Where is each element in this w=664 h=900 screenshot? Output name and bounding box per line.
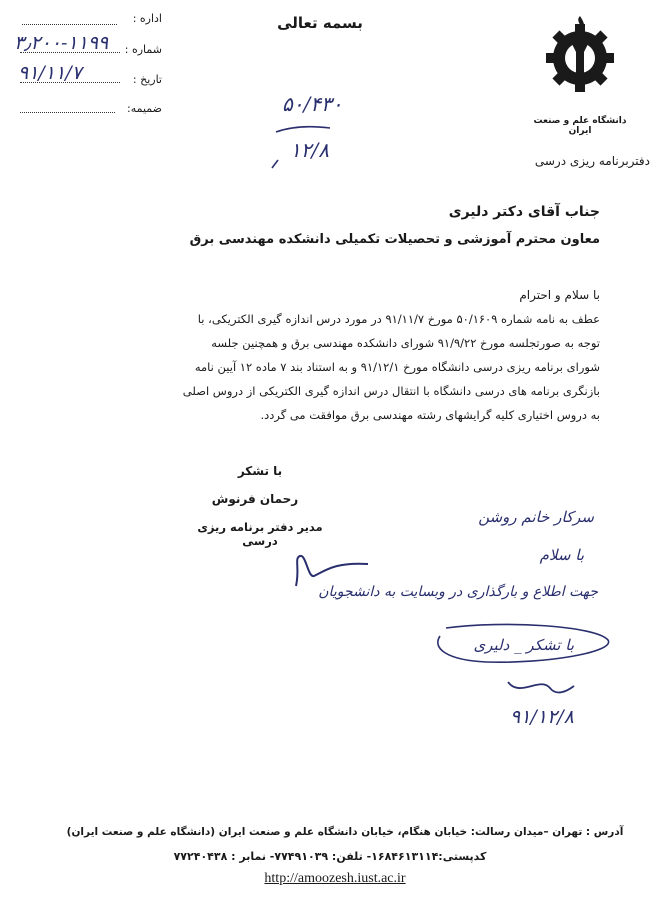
handwritten-strokes	[268, 110, 338, 170]
handwritten-note-line4: با تشکر _ دلیری	[473, 636, 574, 654]
handwritten-reference-date: ۱۲/۸	[290, 138, 329, 162]
footer-address: آدرس : تهران –میدان رسالت: خیابان هنگام، خیابان دانشگاه علم و صنعت ایران (دانشگاه علم و صنعت ایران)	[66, 826, 624, 838]
university-logo	[540, 14, 620, 104]
gear-torch-icon	[540, 14, 620, 104]
logo-text: دانشگاه علم و صنعت ایران	[533, 116, 627, 136]
tarikh-label: تاریخ :	[132, 73, 162, 86]
body-line-5: به دروس اختیاری کلیه گرایشهای رشته مهندسی برق موافقت می گردد.	[260, 408, 600, 422]
footer-url[interactable]: http://amoozesh.iust.ac.ir	[264, 871, 406, 886]
shomare-label: شماره :	[124, 43, 162, 56]
idare-line	[22, 24, 117, 25]
handwritten-note-date: ۹۱/۱۲/۸	[510, 706, 574, 728]
handwritten-note-line2: با سلام	[539, 546, 584, 564]
body-line-3: شورای برنامه ریزی درسی دانشگاه مورخ ۹۱/۱۲/۱ و به استناد بند ۷ ماده ۱۲ آیین نامه	[194, 360, 600, 374]
zamime-label: ضمیمه:	[127, 102, 162, 115]
handwritten-note-line1: سرکار خانم روشن	[478, 508, 594, 526]
header-fields	[12, 10, 162, 120]
basmala: بسمه تعالی	[277, 14, 363, 32]
addressee-line2: معاون محترم آموزشی و تحصیلات تکمیلی دانشکده مهندسی برق	[189, 232, 600, 247]
handwritten-reference: ۵۰/۴۳۰	[282, 92, 343, 116]
greeting: با سلام و احترام	[519, 288, 600, 302]
shomare-value: ۳٫۲۰۰-۱۱۹۹	[14, 32, 109, 54]
zamime-line	[20, 112, 115, 113]
handwritten-note-line3: جهت اطلاع و بارگذاری در وبسایت به دانشجویان	[318, 584, 598, 600]
office-name: دفتربرنامه ریزی درسی	[534, 154, 650, 168]
body-line-1: عطف به نامه شماره ۵۰/۱۶۰۹ مورخ ۹۱/۱۱/۷ در مورد درس اندازه گیری الکتریکی، با	[197, 312, 600, 326]
idare-label: اداره :	[132, 12, 162, 25]
footer-contact: کدپستی:۱۶۸۴۶۱۳۱۱۴- تلفن: ۷۷۴۹۱۰۳۹- نمابر : ۷۷۲۴۰۴۳۸	[173, 850, 487, 863]
body-line-2: توجه به صورتجلسه مورخ ۹۱/۹/۲۲ شورای دانشکده مهندسی برق و همچنین جلسه	[211, 336, 600, 350]
signature-name: رحمان فرنوش	[211, 492, 299, 506]
body-line-4: بازنگری برنامه های درسی دانشگاه با انتقال درس اندازه گیری الکتریکی از دروس اصلی	[182, 384, 600, 398]
addressee-line1: جناب آقای دکتر دلیری	[448, 204, 600, 220]
handwritten-oval	[426, 620, 616, 670]
signature-thanks: با تشکر	[237, 464, 283, 478]
signature-title: مدیر دفتر برنامه ریزی درسی	[197, 520, 323, 548]
tarikh-value: ۹۱/۱۱/۷	[18, 62, 82, 84]
handwritten-initial	[500, 672, 580, 702]
